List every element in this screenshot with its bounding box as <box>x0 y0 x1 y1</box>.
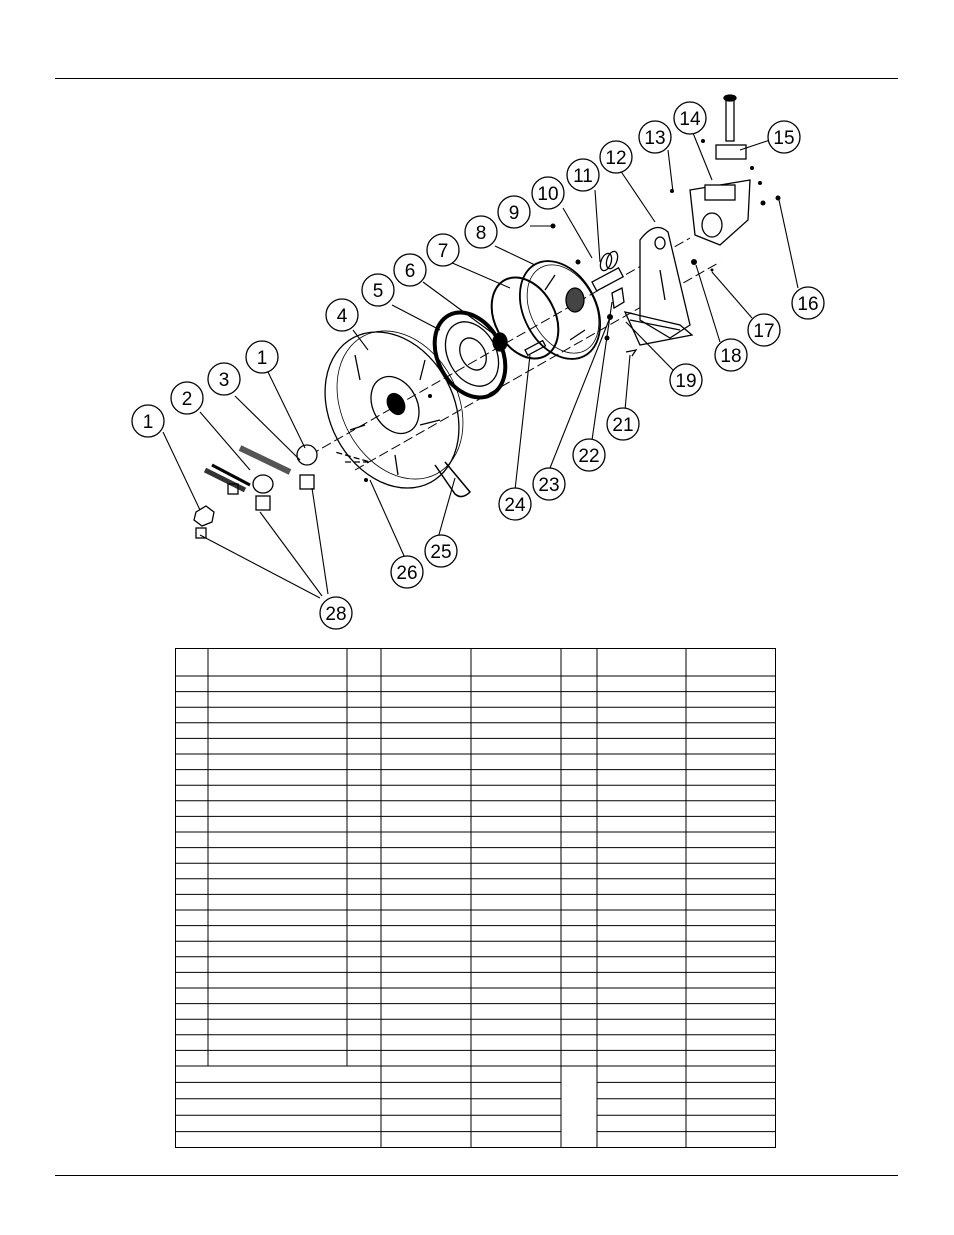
callout-22 <box>573 439 605 471</box>
callout-18 <box>715 339 747 371</box>
svg-text:22: 22 <box>578 446 600 467</box>
svg-text:26: 26 <box>396 563 418 584</box>
callout-17 <box>748 314 780 346</box>
svg-text:15: 15 <box>773 128 795 149</box>
svg-text:2: 2 <box>181 389 193 410</box>
callout-9 <box>498 196 530 228</box>
svg-text:1: 1 <box>142 412 154 433</box>
svg-text:24: 24 <box>504 495 526 516</box>
svg-text:11: 11 <box>573 166 593 187</box>
svg-text:12: 12 <box>605 148 627 169</box>
callout-5 <box>362 274 394 306</box>
callout-7 <box>427 234 459 266</box>
callout-16 <box>792 287 824 319</box>
parts-table-grid <box>175 648 776 1148</box>
svg-text:17: 17 <box>753 321 775 342</box>
callout-23 <box>533 468 565 500</box>
callout-13 <box>639 121 671 153</box>
callout-6 <box>394 254 426 286</box>
svg-text:16: 16 <box>797 294 819 315</box>
callout-8 <box>465 216 497 248</box>
callout-21 <box>607 408 639 440</box>
svg-text:10: 10 <box>537 184 559 205</box>
callout-24 <box>499 488 531 520</box>
callout-12 <box>600 141 632 173</box>
callout-25 <box>425 535 457 567</box>
svg-text:19: 19 <box>675 371 697 392</box>
callout-1b <box>246 341 278 373</box>
svg-text:7: 7 <box>437 241 449 262</box>
part-12-bracket <box>625 228 692 346</box>
callout-14 <box>674 102 706 134</box>
callout-1a <box>132 405 164 437</box>
footer-rule <box>55 1175 898 1176</box>
svg-text:3: 3 <box>218 370 230 391</box>
callout-4 <box>326 299 358 331</box>
svg-text:28: 28 <box>325 604 347 625</box>
parts-table <box>175 648 776 1148</box>
callout-2 <box>171 382 203 414</box>
part-10-shaft <box>592 250 623 291</box>
svg-text:23: 23 <box>538 475 560 496</box>
callout-15 <box>768 121 800 153</box>
svg-text:25: 25 <box>430 542 452 563</box>
svg-text:21: 21 <box>612 415 634 436</box>
svg-text:6: 6 <box>404 261 416 282</box>
svg-text:14: 14 <box>679 109 701 130</box>
svg-text:1: 1 <box>256 348 268 369</box>
svg-text:18: 18 <box>720 346 742 367</box>
callout-28 <box>320 597 352 629</box>
callout-11 <box>567 159 599 191</box>
callout-3 <box>208 363 240 395</box>
callout-26 <box>391 556 423 588</box>
svg-text:9: 9 <box>508 203 520 224</box>
svg-text:4: 4 <box>336 306 348 327</box>
svg-text:13: 13 <box>644 128 666 149</box>
part-14-swivel-housing <box>690 180 750 245</box>
svg-text:8: 8 <box>475 223 487 244</box>
callout-10 <box>532 177 564 209</box>
svg-text:5: 5 <box>372 281 384 302</box>
callout-balloons <box>132 102 824 629</box>
callout-19 <box>670 364 702 396</box>
